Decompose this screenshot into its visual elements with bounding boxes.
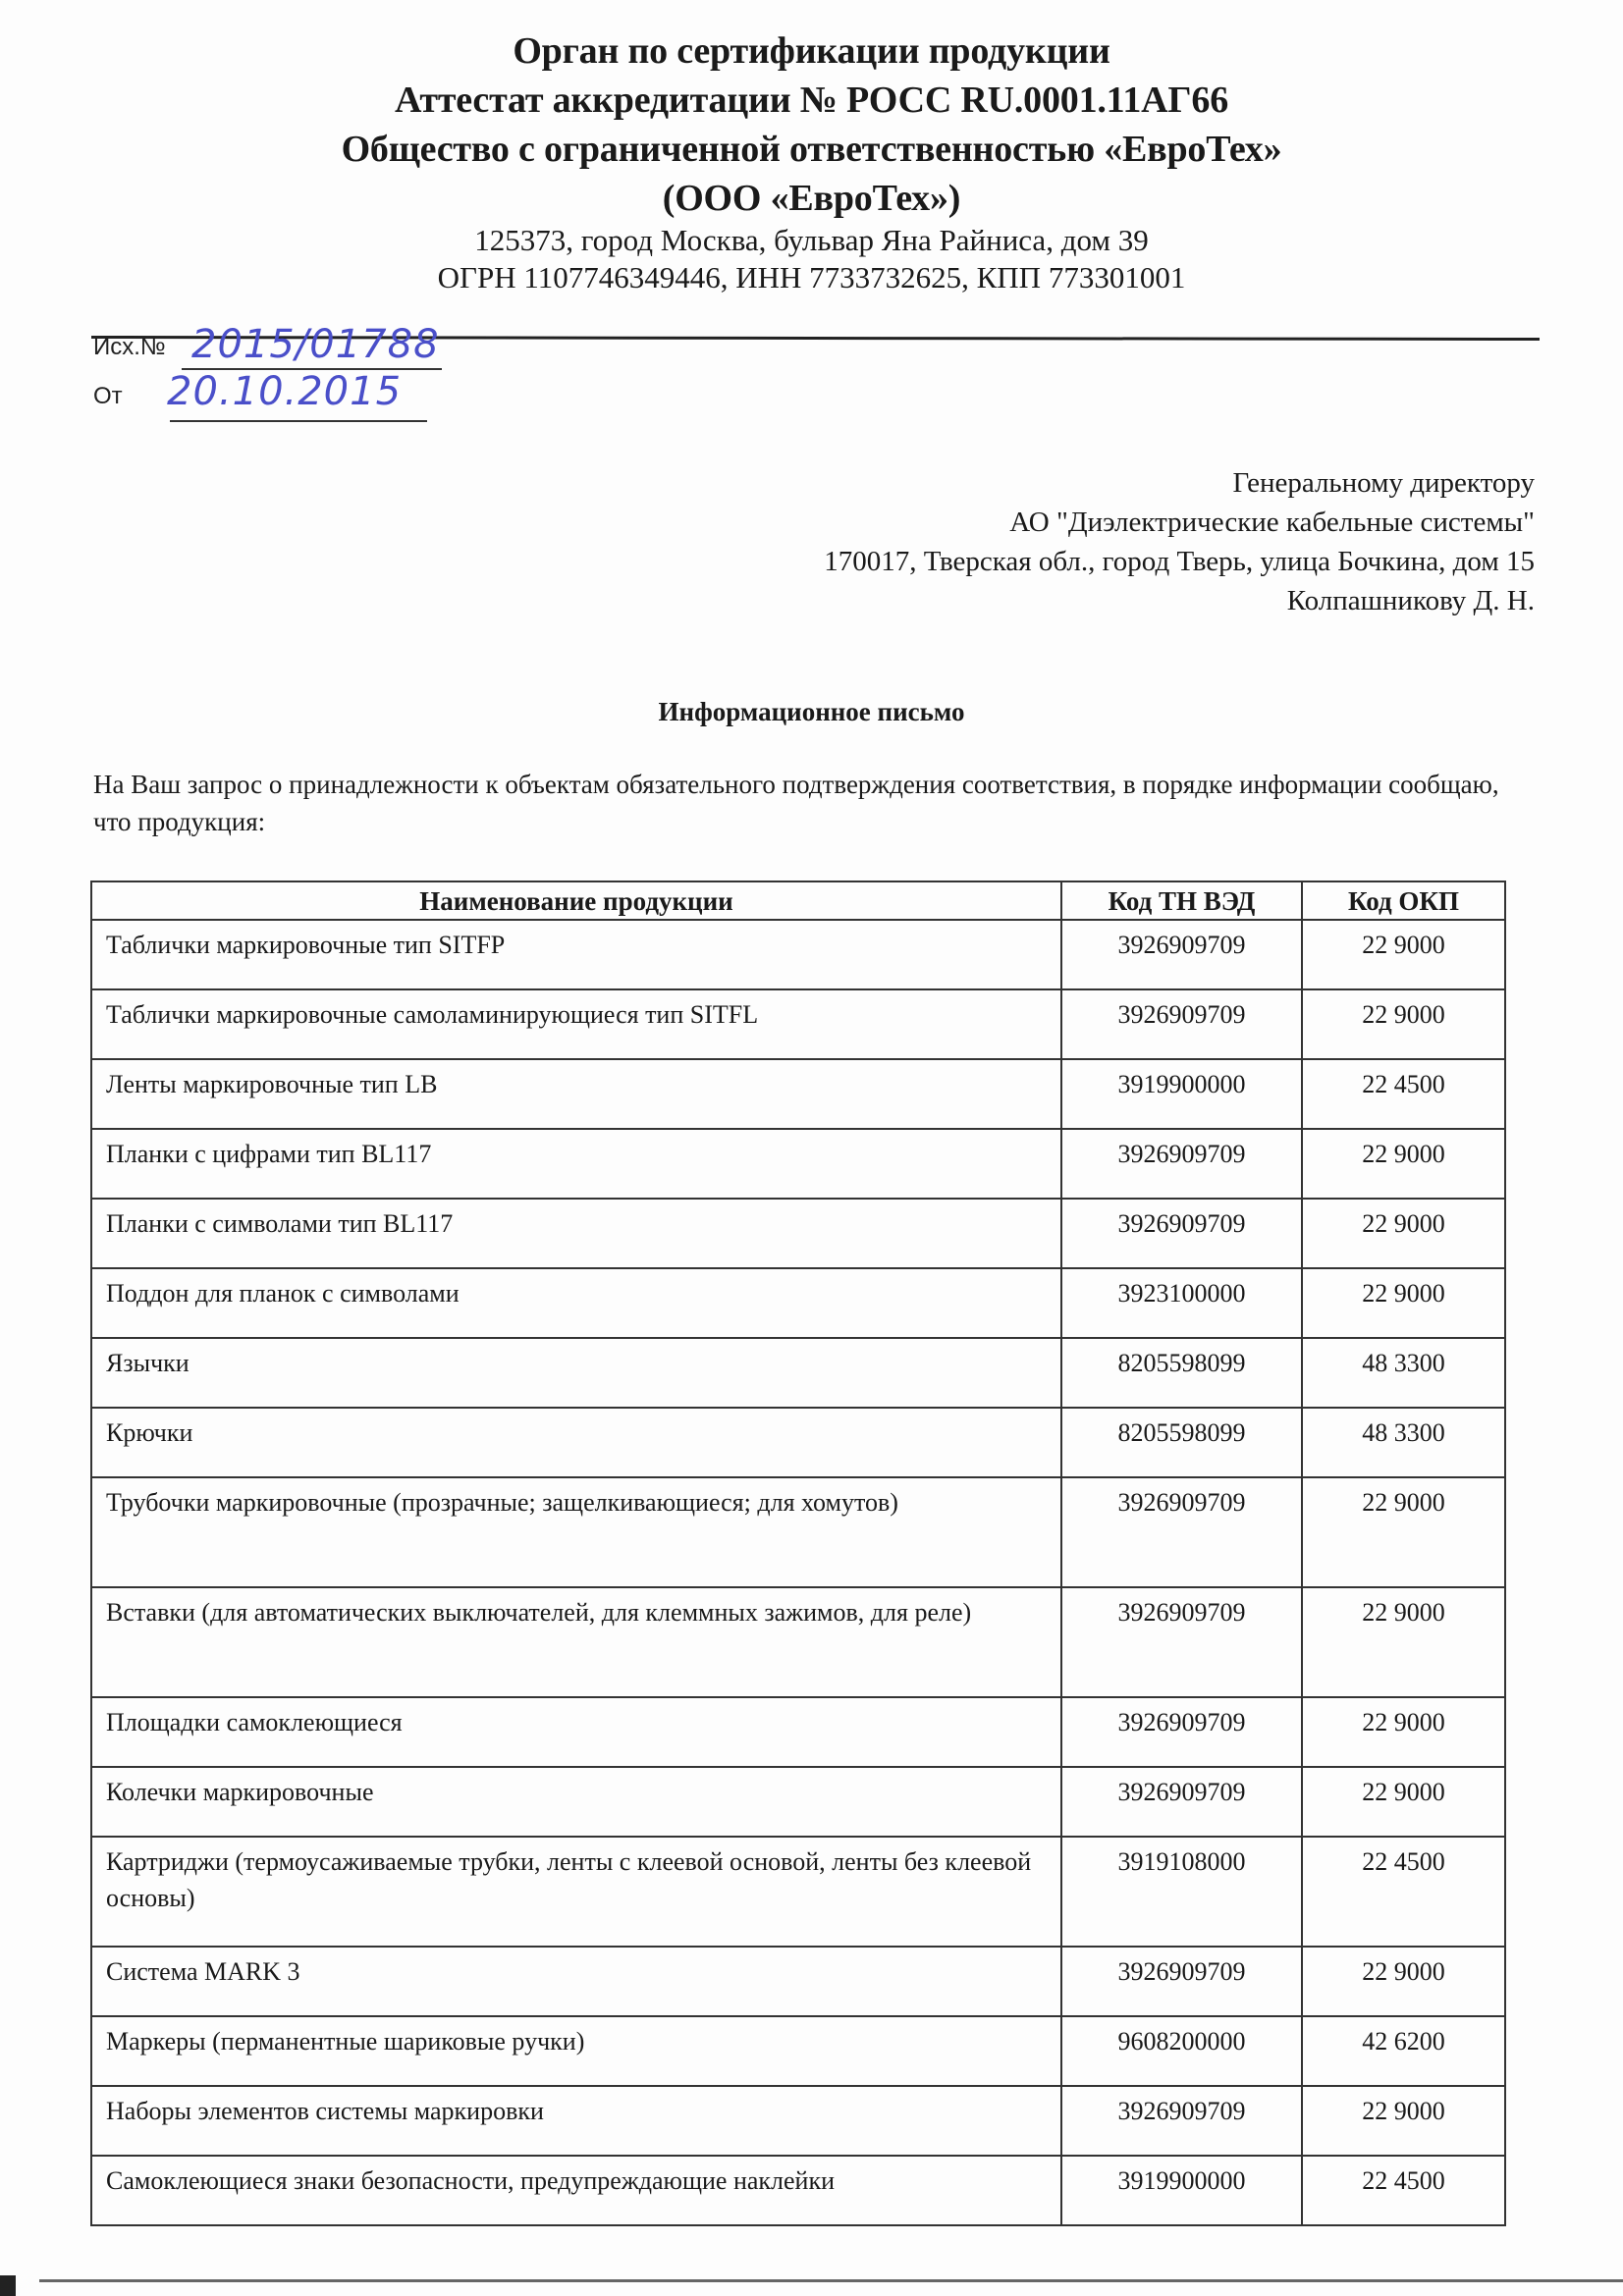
table-row	[91, 1477, 1505, 1587]
okp-code-cell: 22 4500	[1302, 1837, 1505, 1947]
tnved-code-cell: 3919108000	[1061, 1837, 1302, 1947]
letter-intro: На Ваш запрос о принадлежности к объектам обязательного подтверждения соответствия, в порядке информации сообщаю, что продукция:	[93, 770, 1499, 836]
table-row	[91, 1947, 1505, 2016]
date-value: 20.10.2015	[167, 369, 403, 414]
product-name-cell: Система MARK 3	[91, 1947, 1061, 2016]
tnved-code-cell: 3923100000	[1061, 1268, 1302, 1338]
product-name-cell: Планки с символами тип BL117	[91, 1199, 1061, 1268]
product-name-cell: Крючки	[91, 1408, 1061, 1477]
okp-code-cell: 22 9000	[1302, 1947, 1505, 2016]
certification-body-title: Орган по сертификации продукции	[513, 30, 1110, 72]
recipient-block	[553, 463, 1535, 620]
tnved-code-cell: 3926909709	[1061, 1947, 1302, 2016]
accreditation-number: Аттестат аккредитации № РОСС RU.0001.11АГ66	[395, 80, 1228, 121]
column-header-okp-code: Код ОКП	[1302, 881, 1505, 920]
okp-code-cell: 22 9000	[1302, 2086, 1505, 2156]
table-row	[91, 1338, 1505, 1408]
okp-code-cell: 48 3300	[1302, 1338, 1505, 1408]
product-name-cell: Ленты маркировочные тип LB	[91, 1059, 1061, 1129]
okp-code-cell: 48 3300	[1302, 1408, 1505, 1477]
product-name-cell: Планки с цифрами тип BL117	[91, 1129, 1061, 1199]
products-table	[90, 881, 1506, 2226]
scan-artifact	[0, 2275, 16, 2296]
column-header-tnved-code: Код ТН ВЭД	[1061, 881, 1302, 920]
company-short-name: (ООО «ЕвроТех»)	[662, 178, 961, 219]
product-name-cell: Трубочки маркировочные (прозрачные; защелкивающиеся; для хомутов)	[91, 1477, 1061, 1587]
okp-code-cell: 42 6200	[1302, 2016, 1505, 2086]
table-row	[91, 1129, 1505, 1199]
product-name-cell: Колечки маркировочные	[91, 1767, 1061, 1837]
outgoing-number-label: Исх.№	[93, 334, 166, 360]
tnved-code-cell: 3926909709	[1061, 1767, 1302, 1837]
tnved-code-cell: 9608200000	[1061, 2016, 1302, 2086]
column-header-product-name: Наименование продукции	[91, 881, 1061, 920]
table-row	[91, 2086, 1505, 2156]
tnved-code-cell: 3926909709	[1061, 2086, 1302, 2156]
date-field	[93, 369, 403, 414]
okp-code-cell: 22 4500	[1302, 1059, 1505, 1129]
product-name-cell: Поддон для планок с символами	[91, 1268, 1061, 1338]
okp-code-cell: 22 9000	[1302, 1587, 1505, 1697]
okp-code-cell: 22 9000	[1302, 1767, 1505, 1837]
table-row	[91, 1408, 1505, 1477]
letter-title: Информационное письмо	[658, 697, 965, 726]
okp-code-cell: 22 9000	[1302, 1199, 1505, 1268]
page-bottom-edge	[39, 2279, 1623, 2282]
recipient-position: Генеральному директору	[1232, 467, 1535, 499]
okp-code-cell: 22 9000	[1302, 1477, 1505, 1587]
outgoing-number-field	[93, 322, 440, 367]
tnved-code-cell: 3926909709	[1061, 920, 1302, 989]
tnved-code-cell: 3926909709	[1061, 1587, 1302, 1697]
tnved-code-cell: 3919900000	[1061, 1059, 1302, 1129]
table-row	[91, 1059, 1505, 1129]
okp-code-cell: 22 9000	[1302, 920, 1505, 989]
date-underline	[170, 420, 427, 422]
product-name-cell: Картриджи (термоусаживаемые трубки, ленты с клеевой основой, ленты без клеевой основы)	[91, 1837, 1061, 1947]
company-registration: ОГРН 1107746349446, ИНН 7733732625, КПП 773301001	[437, 260, 1186, 294]
okp-code-cell: 22 9000	[1302, 1129, 1505, 1199]
table-header-row	[91, 881, 1505, 920]
tnved-code-cell: 3926909709	[1061, 1129, 1302, 1199]
okp-code-cell: 22 9000	[1302, 1697, 1505, 1767]
recipient-address: 170017, Тверская обл., город Тверь, улица Бочкина, дом 15	[824, 546, 1535, 577]
tnved-code-cell: 3926909709	[1061, 1697, 1302, 1767]
table-row	[91, 2016, 1505, 2086]
product-name-cell: Вставки (для автоматических выключателей, для клеммных зажимов, для реле)	[91, 1587, 1061, 1697]
product-name-cell: Таблички маркировочные самоламинирующиеся тип SITFL	[91, 989, 1061, 1059]
table-row	[91, 1697, 1505, 1767]
recipient-company: АО "Диэлектрические кабельные системы"	[1009, 507, 1535, 538]
company-full-name: Общество с ограниченной ответственностью «ЕвроТех»	[341, 129, 1282, 170]
tnved-code-cell: 3926909709	[1061, 1199, 1302, 1268]
tnved-code-cell: 8205598099	[1061, 1338, 1302, 1408]
table-row	[91, 1268, 1505, 1338]
tnved-code-cell: 3926909709	[1061, 989, 1302, 1059]
okp-code-cell: 22 9000	[1302, 1268, 1505, 1338]
company-address: 125373, город Москва, бульвар Яна Райниса, дом 39	[474, 223, 1149, 257]
outgoing-number-value: 2015/01788	[191, 322, 440, 367]
product-name-cell: Самоклеющиеся знаки безопасности, предупреждающие наклейки	[91, 2156, 1061, 2225]
product-name-cell: Маркеры (перманентные шариковые ручки)	[91, 2016, 1061, 2086]
table-row	[91, 1199, 1505, 1268]
recipient-name: Колпашникову Д. Н.	[1286, 585, 1535, 616]
product-name-cell: Площадки самоклеющиеся	[91, 1697, 1061, 1767]
table-row	[91, 1587, 1505, 1697]
tnved-code-cell: 3919900000	[1061, 2156, 1302, 2225]
table-row	[91, 989, 1505, 1059]
product-name-cell: Язычки	[91, 1338, 1061, 1408]
table-row	[91, 1767, 1505, 1837]
table-row	[91, 2156, 1505, 2225]
okp-code-cell: 22 9000	[1302, 989, 1505, 1059]
date-label: От	[93, 383, 123, 409]
okp-code-cell: 22 4500	[1302, 2156, 1505, 2225]
table-row	[91, 1837, 1505, 1947]
table-row	[91, 920, 1505, 989]
tnved-code-cell: 3926909709	[1061, 1477, 1302, 1587]
product-name-cell: Таблички маркировочные тип SITFP	[91, 920, 1061, 989]
product-name-cell: Наборы элементов системы маркировки	[91, 2086, 1061, 2156]
tnved-code-cell: 8205598099	[1061, 1408, 1302, 1477]
